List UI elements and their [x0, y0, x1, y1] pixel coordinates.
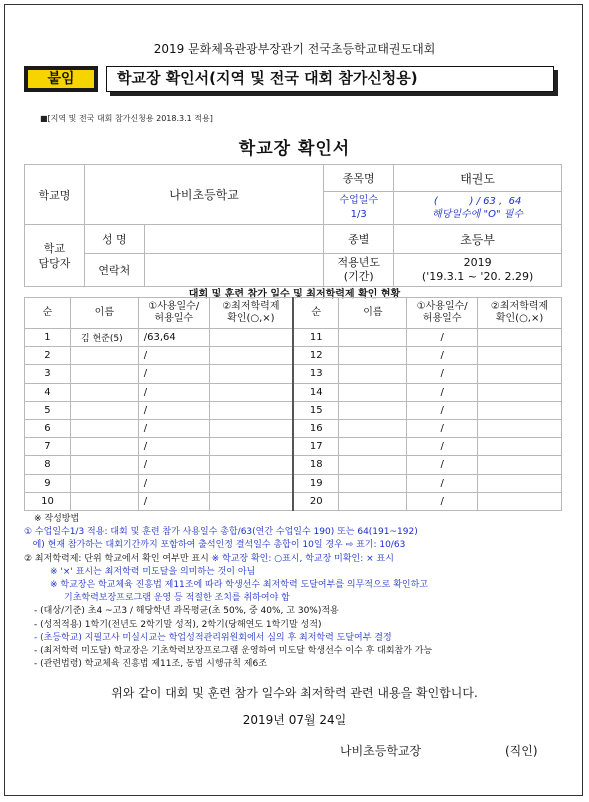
main-title: 학교장 확인서	[238, 139, 351, 159]
academic-check[interactable]	[209, 383, 293, 401]
student-name[interactable]	[339, 492, 407, 510]
row-number: 15	[293, 401, 339, 419]
manager-label-2: 담당자	[38, 256, 71, 270]
academic-check[interactable]	[478, 438, 562, 456]
table-row	[25, 492, 562, 510]
header-no: 순	[293, 298, 339, 329]
contact-value[interactable]	[144, 254, 324, 287]
row-number: 14	[293, 383, 339, 401]
row-number: 9	[25, 474, 71, 492]
usage-days[interactable]: /	[138, 492, 209, 510]
note-4b: 기초학력보장프로그램 운영 등 적절한 조치를 취하여야 함	[64, 593, 290, 604]
school-name: 나비초등학교	[84, 165, 323, 225]
academic-check[interactable]	[209, 474, 293, 492]
confirm-statement: 위와 같이 대회 및 훈련 참가 일수와 최저학력 관련 내용을 확인합니다.	[111, 686, 478, 700]
usage-days[interactable]: /	[407, 492, 478, 510]
usage-days[interactable]: /	[407, 438, 478, 456]
name-value[interactable]	[144, 225, 324, 254]
header-no: 순	[25, 298, 71, 329]
student-name[interactable]	[339, 474, 407, 492]
row-number: 3	[25, 365, 71, 383]
header-usage-line2: 허용일수	[154, 313, 194, 324]
academic-check[interactable]	[478, 456, 562, 474]
usage-days[interactable]: /	[138, 347, 209, 365]
usage-days[interactable]: /63,64	[138, 329, 209, 347]
academic-check[interactable]	[478, 474, 562, 492]
academic-check[interactable]	[478, 383, 562, 401]
header-check	[478, 298, 562, 329]
academic-check[interactable]	[209, 365, 293, 383]
usage-days[interactable]: /	[407, 474, 478, 492]
student-name[interactable]	[339, 365, 407, 383]
row-number: 8	[25, 456, 71, 474]
notes-heading: ※ 작성방법	[34, 514, 80, 524]
academic-check[interactable]	[209, 456, 293, 474]
note-8: - (최저학력 미도달) 학교장은 기초학력보장프로그램 운영하여 미도달 학생선수 이수 후 대회참가 가능	[34, 646, 433, 657]
student-name[interactable]	[70, 492, 138, 510]
usage-days[interactable]: /	[407, 365, 478, 383]
manager-label: 학교	[43, 241, 66, 255]
attach-label: 붙임	[28, 70, 94, 88]
school-label: 학교명	[25, 165, 85, 225]
header-check-line2: 확인(○,×)	[227, 313, 275, 324]
student-name[interactable]	[339, 438, 407, 456]
note-2a: ② 최저학력제: 단위 학교에서 확인 여부만 표시	[24, 553, 209, 564]
academic-check[interactable]	[478, 401, 562, 419]
row-number: 1	[25, 329, 71, 347]
student-name[interactable]	[70, 474, 138, 492]
note-7: - (초등학교) 지필고사 미실시교는 학업성적관리위원회에서 심의 후 최저학력 도달여부 결정	[34, 632, 392, 643]
year-period: ('19.3.1 ~ '20. 2.29)	[421, 270, 534, 283]
student-name[interactable]: 김 현준(5)	[70, 329, 138, 347]
year-label-2: (기간)	[343, 270, 374, 283]
academic-check[interactable]	[209, 492, 293, 510]
contact-label: 연락처	[84, 254, 144, 287]
header-usage-line1: ①사용일수/	[148, 301, 200, 312]
student-name[interactable]	[70, 365, 138, 383]
usage-days[interactable]: /	[138, 401, 209, 419]
year-label: 적용년도	[337, 256, 380, 269]
row-number: 4	[25, 383, 71, 401]
table-row	[25, 347, 562, 365]
usage-days[interactable]: /	[138, 474, 209, 492]
doc-title: 학교장 확인서(지역 및 전국 대회 참가신청용)	[106, 66, 554, 92]
academic-check[interactable]	[478, 365, 562, 383]
academic-check[interactable]	[209, 401, 293, 419]
class-days-value: ( ) / 63 , 64	[433, 196, 522, 207]
table-row	[25, 456, 562, 474]
usage-days[interactable]: /	[138, 365, 209, 383]
table-row	[25, 419, 562, 437]
seal-label: (직인)	[505, 744, 538, 758]
academic-check[interactable]	[209, 329, 293, 347]
student-name[interactable]	[339, 456, 407, 474]
note-1b: 에) 현재 참가하는 대회기간까지 포함하여 출석인정 결석일수 총합이 10일 경우 ⇨ 표기: 10/63	[24, 540, 406, 551]
header-usage	[138, 298, 209, 329]
class-days-label: 수업일수	[339, 195, 379, 206]
participation-title: 대회 및 훈련 참가 일수 및 최저학력제 확인 현황	[188, 289, 401, 300]
reference-note: ■[지역 및 전국 대회 참가신청용 2018.3.1 적용]	[40, 114, 213, 123]
header-name: 이름	[339, 298, 407, 329]
header-check	[209, 298, 293, 329]
event-label: 종목명	[324, 165, 394, 192]
header-name: 이름	[70, 298, 138, 329]
confirm-date: 2019년 07월 24일	[242, 713, 347, 727]
student-name[interactable]	[339, 383, 407, 401]
table-row	[25, 474, 562, 492]
row-number: 16	[293, 419, 339, 437]
usage-days[interactable]: /	[407, 329, 478, 347]
note-2b: ※ 학교장 확인: ○표시, 학교장 미확인: × 표시	[208, 553, 394, 564]
usage-days[interactable]: /	[138, 383, 209, 401]
table-row	[25, 329, 562, 347]
student-name[interactable]	[70, 419, 138, 437]
attach-badge	[24, 66, 98, 92]
academic-check[interactable]	[209, 419, 293, 437]
row-number: 17	[293, 438, 339, 456]
note-6: - (성적적용) 1학기(전년도 2학기말 성적), 2학기(당해연도 1학기말 성적)	[34, 619, 322, 630]
event-title: 2019 문화체육관광부장관기 전국초등학교태권도대회	[153, 42, 436, 56]
usage-days[interactable]: /	[138, 419, 209, 437]
note-9: - (관련법령) 학교체육 진흥법 제11조, 동법 시행규칙 제6조	[34, 659, 267, 670]
row-number: 7	[25, 438, 71, 456]
year-value: 2019	[463, 256, 492, 269]
usage-days[interactable]: /	[407, 383, 478, 401]
class-days-frac: 1/3	[350, 209, 367, 220]
category-value: 초등부	[394, 225, 562, 254]
row-number: 18	[293, 456, 339, 474]
note-4a: ※ 학교장은 학교체육 진흥법 제11조에 따라 학생선수 최저학력 도달여부를 의무적으로 확인하고	[50, 580, 428, 591]
header-check-line1: ②최저학력제	[222, 301, 280, 312]
table-row	[25, 383, 562, 401]
class-days-note: 해당일수에 "O" 필수	[432, 209, 524, 220]
row-number: 5	[25, 401, 71, 419]
table-row	[25, 365, 562, 383]
info-table	[24, 164, 562, 287]
category-label: 종별	[324, 225, 394, 254]
header-usage-line1: ①사용일수/	[416, 301, 468, 312]
student-name[interactable]	[70, 401, 138, 419]
student-name[interactable]	[70, 438, 138, 456]
row-number: 19	[293, 474, 339, 492]
row-number: 11	[293, 329, 339, 347]
header-check-line1: ②최저학력제	[490, 301, 549, 312]
table-row	[25, 438, 562, 456]
usage-days[interactable]: /	[407, 347, 478, 365]
event-value: 태권도	[394, 165, 562, 192]
row-number: 6	[25, 419, 71, 437]
header-usage-line2: 허용일수	[422, 313, 462, 324]
academic-check[interactable]	[478, 347, 562, 365]
student-name[interactable]	[339, 401, 407, 419]
row-number: 13	[293, 365, 339, 383]
table-row	[25, 401, 562, 419]
academic-check[interactable]	[478, 329, 562, 347]
student-name[interactable]	[70, 347, 138, 365]
row-number: 12	[293, 347, 339, 365]
usage-days[interactable]: /	[407, 419, 478, 437]
row-number: 10	[25, 492, 71, 510]
row-number: 20	[293, 492, 339, 510]
row-number: 2	[25, 347, 71, 365]
student-name[interactable]	[339, 329, 407, 347]
participation-table	[24, 297, 562, 511]
usage-days[interactable]: /	[407, 401, 478, 419]
notes-section	[24, 513, 569, 671]
note-5: - (대상/기준) 초4 ~고3 / 해당학년 과목평균(초 50%, 중 40%, 고 30%)적용	[34, 606, 339, 617]
student-name[interactable]	[70, 383, 138, 401]
usage-days[interactable]: /	[138, 438, 209, 456]
note-1a: ① 수업일수1/3 적용: 대회 및 훈련 참가 사용일수 총합/63(연간 수업일수 190) 또는 64(191~192)	[24, 527, 418, 538]
student-name[interactable]	[339, 347, 407, 365]
usage-days[interactable]: /	[407, 456, 478, 474]
note-3: ※ '×' 표시는 최저학력 미도달을 의미하는 것이 아님	[50, 566, 256, 577]
academic-check[interactable]	[209, 438, 293, 456]
academic-check[interactable]	[478, 492, 562, 510]
academic-check[interactable]	[478, 419, 562, 437]
header-check-line2: 확인(○,×)	[495, 313, 544, 324]
usage-days[interactable]: /	[138, 456, 209, 474]
student-name[interactable]	[70, 456, 138, 474]
name-label: 성 명	[84, 225, 144, 254]
academic-check[interactable]	[209, 347, 293, 365]
header-usage	[407, 298, 478, 329]
signer-name: 나비초등학교장	[340, 744, 422, 758]
student-name[interactable]	[339, 419, 407, 437]
